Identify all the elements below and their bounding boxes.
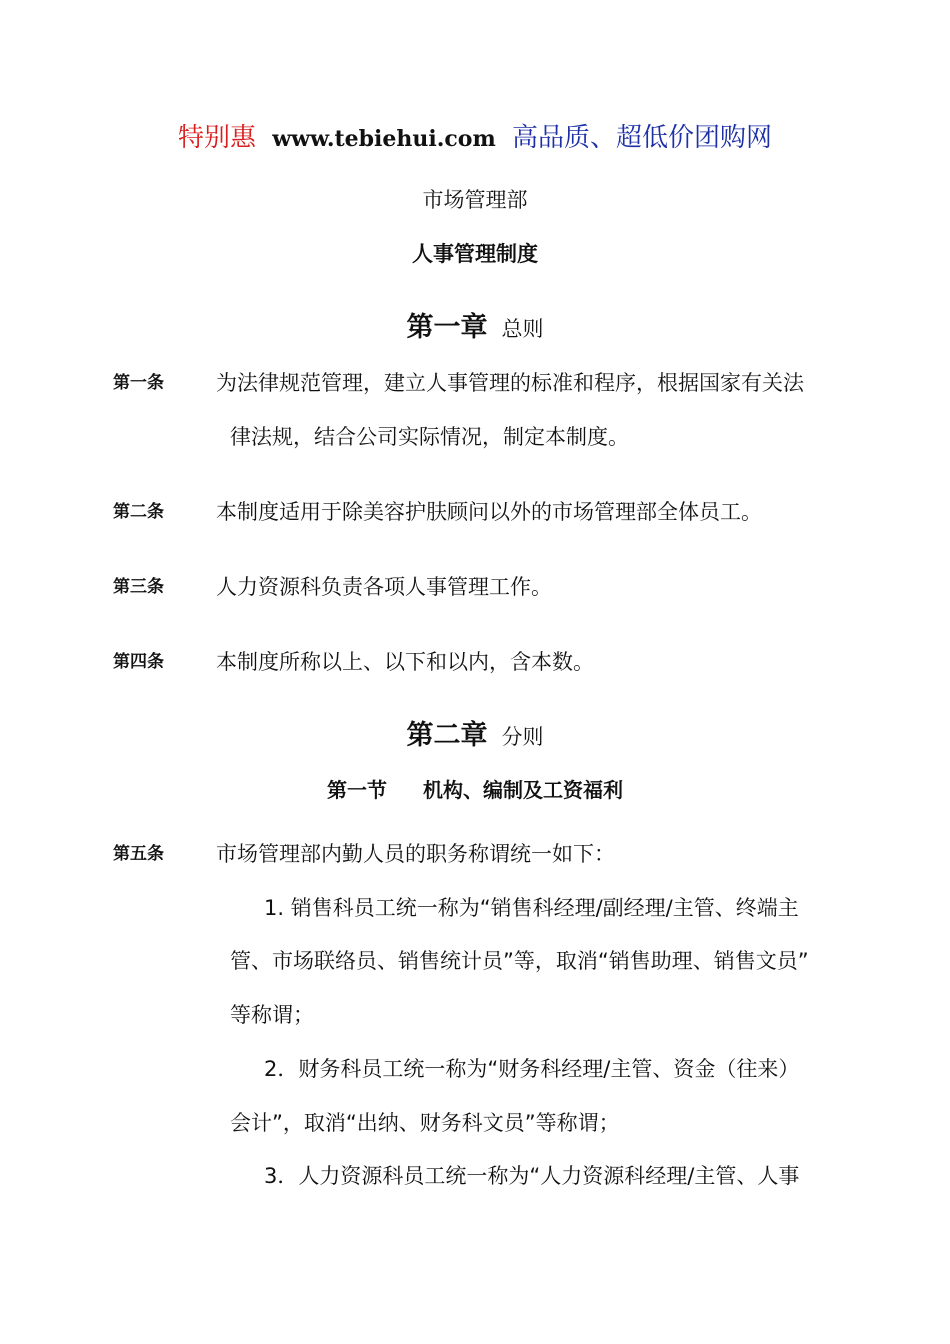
section-1-heading <box>0 774 950 806</box>
chapter-1-name: 总则 <box>501 317 544 341</box>
section-1-label: 第一节 <box>327 778 387 802</box>
item-3-line-1: 3．人力资源科员工统一称为“人力资源科经理/主管、人事 <box>264 1164 800 1188</box>
item-1-line-1: 1. 销售科员工统一称为“销售科经理/副经理/主管、终端主 <box>264 896 799 920</box>
chapter-1-label: 第一章 <box>406 312 488 343</box>
chapter-2-label: 第二章 <box>406 720 488 751</box>
article-3-line-1: 人力资源科负责各项人事管理工作。 <box>216 575 552 599</box>
article-2-line-1: 本制度适用于除美容护肤顾问以外的市场管理部全体员工。 <box>216 500 762 524</box>
article-1-label: 第一条 <box>113 373 164 393</box>
site-banner <box>0 118 950 159</box>
item-2-line-2: 会计”，取消“出纳、财务科文员”等称谓； <box>230 1111 620 1135</box>
article-1-line-1: 为法律规范管理，建立人事管理的标准和程序，根据国家有关法 <box>216 371 804 395</box>
banner-url[interactable]: www.tebiehui.com <box>272 126 496 152</box>
item-2-line-1: 2．财务科员工统一称为“财务科经理/主管、资金（往来） <box>264 1057 800 1081</box>
chapter-1-heading <box>0 308 950 349</box>
article-4-line-1: 本制度所称以上、以下和以内，含本数。 <box>216 650 594 674</box>
article-3-label: 第三条 <box>113 577 164 597</box>
article-1-line-2: 律法规，结合公司实际情况，制定本制度。 <box>230 425 629 449</box>
document-title: 人事管理制度 <box>412 242 538 266</box>
banner-slogan: 高品质、超低价团购网 <box>512 123 773 153</box>
chapter-2-name: 分则 <box>501 725 544 749</box>
article-2-label: 第二条 <box>113 502 164 522</box>
article-4-label: 第四条 <box>113 652 164 672</box>
banner-brand: 特别惠 <box>177 123 256 153</box>
article-5-line-1: 市场管理部内勤人员的职务称谓统一如下： <box>216 842 615 866</box>
article-5-label: 第五条 <box>113 844 164 864</box>
chapter-2-heading <box>0 716 950 757</box>
section-1-name: 机构、编制及工资福利 <box>423 778 623 802</box>
item-1-line-2: 管、市场联络员、销售统计员”等，取消“销售助理、销售文员” <box>230 949 809 973</box>
department-name: 市场管理部 <box>422 188 528 212</box>
item-1-line-3: 等称谓； <box>230 1003 314 1027</box>
